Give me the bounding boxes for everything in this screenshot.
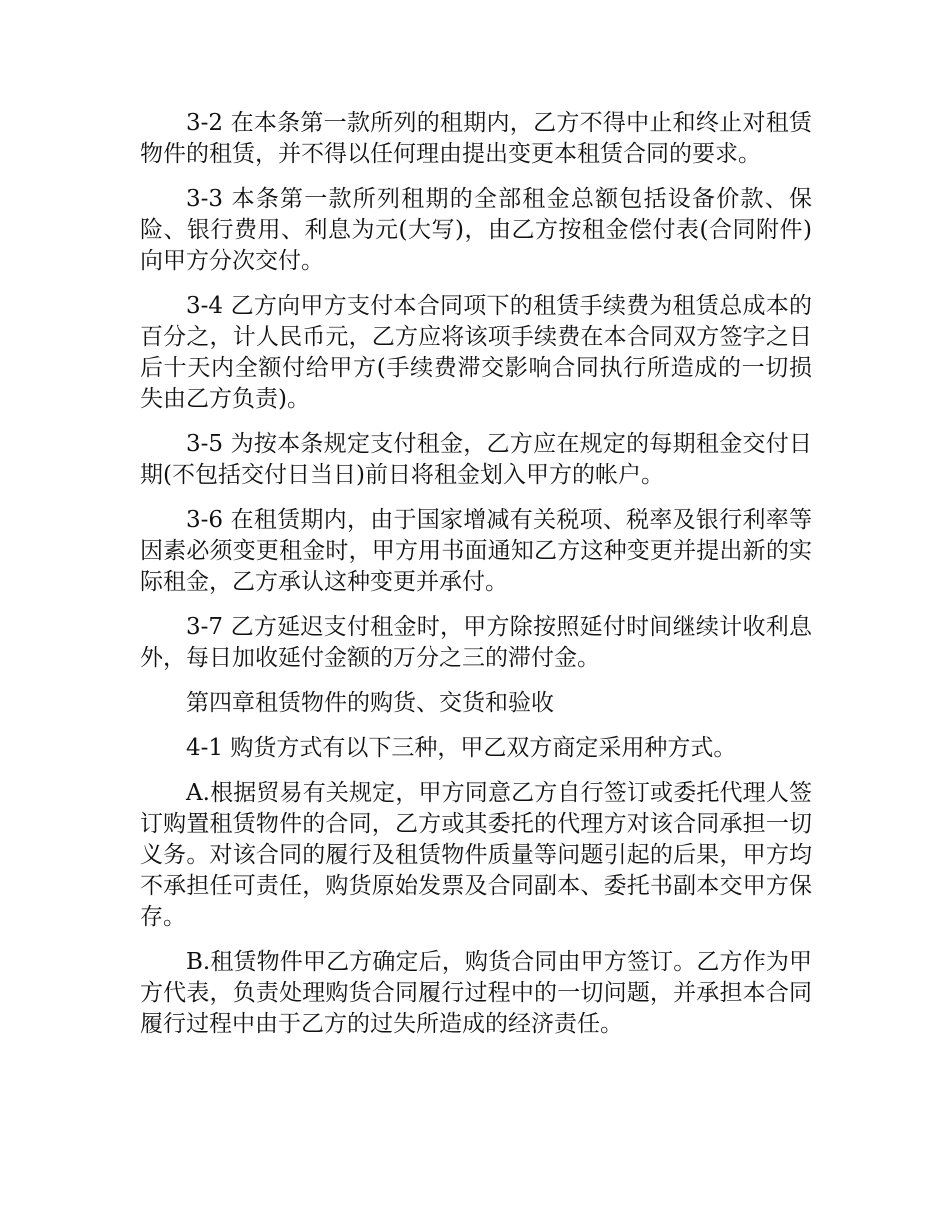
clause-3-5: 3-5 为按本条规定支付租金，乙方应在规定的每期租金交付日期(不包括交付日当日)前日将租金划入甲方的帐户。 — [140, 431, 812, 488]
document-body — [140, 108, 812, 1054]
clause-3-2: 3-2 在本条第一款所列的租期内，乙方不得中止和终止对租赁物件的租赁，并不得以任何理由提出变更本租赁合同的要求。 — [140, 110, 812, 167]
clause-3-4: 3-4 乙方向甲方支付本合同项下的租赁手续费为租赁总成本的百分之，计人民币元，乙方应将该项手续费在本合同双方签字之日后十天内全额付给甲方(手续费滞交影响合同执行所造成的一切损失由乙方负责)。 — [140, 293, 812, 412]
clause-4-1-a: A.根据贸易有关规定，甲方同意乙方自行签订或委托代理人签订购置租赁物件的合同，乙方或其委托的代理方对该合同承担一切义务。对该合同的履行及租赁物件质量等问题引起的后果，甲方均不承担任可责任，购货原始发票及合同副本、委托书副本交甲方保存。 — [140, 780, 812, 930]
clause-4-1: 4-1 购货方式有以下三种，甲乙双方商定采用种方式。 — [186, 735, 737, 761]
clause-3-6: 3-6 在租赁期内，由于国家增减有关税项、税率及银行利率等因素必须变更租金时，甲方用书面通知乙方这种变更并提出新的实际租金，乙方承认这种变更并承付。 — [140, 507, 812, 595]
chapter-4-heading: 第四章租赁物件的购货、交货和验收 — [186, 690, 554, 716]
clause-3-3: 3-3 本条第一款所列租期的全部租金总额包括设备价款、保险、银行费用、利息为元(大写)，由乙方按租金偿付表(合同附件)向甲方分次交付。 — [140, 186, 812, 274]
clause-4-1-b: B.租赁物件甲乙方确定后，购货合同由甲方签订。乙方作为甲方代表，负责处理购货合同履行过程中的一切问题，并承担本合同履行过程中由于乙方的过失所造成的经济责任。 — [140, 949, 812, 1037]
clause-3-7: 3-7 乙方延迟支付租金时，甲方除按照延付时间继续计收利息外，每日加收延付金额的万分之三的滞付金。 — [140, 614, 812, 671]
